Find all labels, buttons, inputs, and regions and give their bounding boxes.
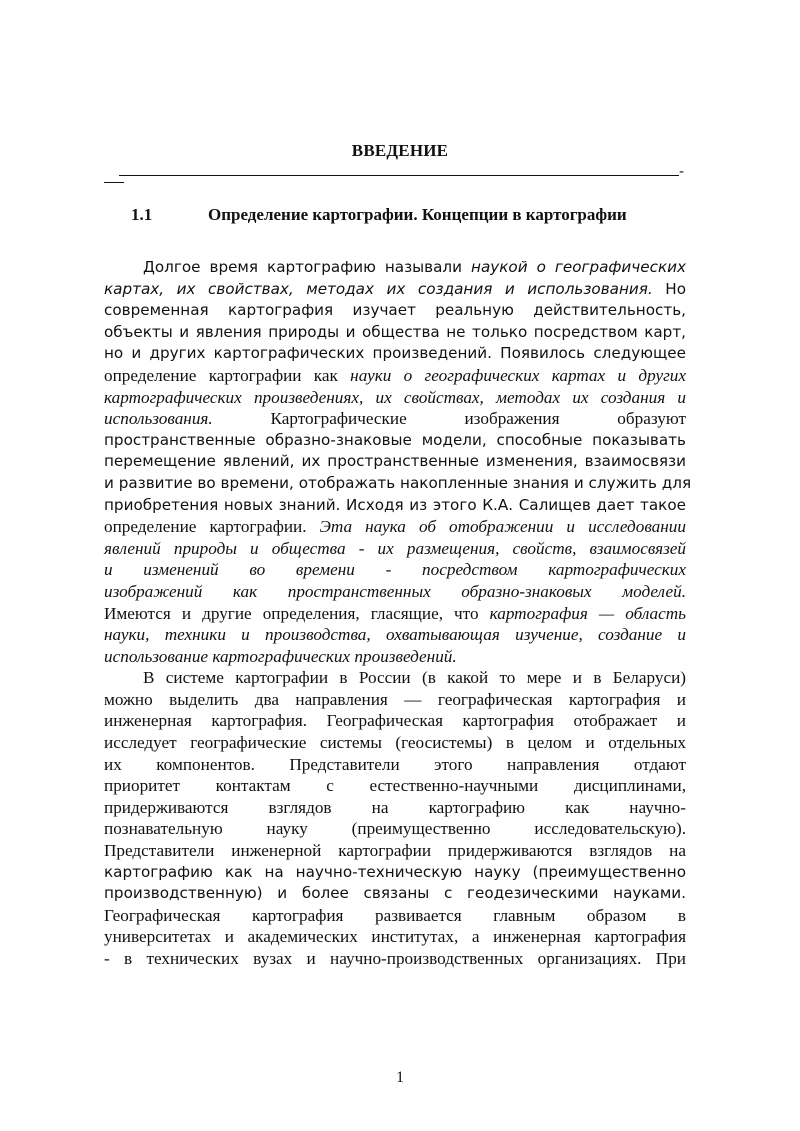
rule-end-dash: - [679, 164, 685, 180]
italic-text-segment: науки о географических картах и других [350, 365, 686, 385]
text-segment: Картографические изображения образуют [212, 409, 686, 429]
italic-text-segment: науки, техники и производства, охватывающая изучение, создание и [104, 625, 686, 645]
text-line [104, 926, 686, 948]
text-segment: можно выделить два направления — географическая картография и [104, 689, 686, 709]
italic-text-segment: и изменений во времени - посредством картографических [104, 560, 686, 580]
text-line [104, 387, 686, 409]
text-segment: Долгое время картографию называли [143, 258, 472, 276]
text-line [104, 581, 686, 603]
text-segment: университетах и академических институтах, а инженерная картография [104, 927, 686, 947]
italic-text-segment: изображений как пространственных образно-знаковых моделей. [104, 581, 686, 601]
text-segment: приобретения новых знаний. Исходя из этого К.А. Салищев дает такое [104, 495, 686, 514]
text-line [104, 300, 686, 322]
rule-start-stub [104, 182, 124, 183]
body-text [104, 257, 692, 970]
italic-text-segment: картах, их свойствах, методах их создания и использования. [104, 279, 653, 298]
text-segment: познавательную науку (преимущественно исследовательскую). [104, 819, 686, 839]
text-line [104, 862, 686, 884]
italic-text-segment: использование картографических произведений. [104, 646, 457, 666]
text-line [104, 883, 686, 905]
text-segment: но и других картографических произведений. Появилось следующее [104, 344, 686, 363]
text-segment: инженерная картография. Географическая картография отображает и [104, 711, 686, 731]
text-line [104, 775, 686, 797]
italic-text-segment: картография — область [489, 603, 686, 623]
text-line [104, 818, 686, 840]
text-segment: современная картография изучает реальную действительность, [104, 301, 686, 320]
italic-text-segment: использования. [104, 409, 213, 429]
page-number: 1 [396, 1069, 404, 1086]
page-title: ВВЕДЕНИЕ [351, 141, 449, 160]
text-line [104, 905, 686, 927]
text-line [104, 710, 686, 732]
text-line [104, 797, 686, 819]
text-line [104, 948, 686, 970]
text-line [104, 516, 686, 538]
text-segment: картографию как на научно-техническую науку (преимущественно [104, 862, 686, 881]
text-line [104, 279, 686, 301]
text-segment: перемещение явлений, их пространственные изменения, взаимосвязи [104, 452, 686, 471]
text-line [104, 754, 686, 776]
text-line [104, 732, 686, 754]
text-segment: Имеются и другие определения, гласящие, что [104, 603, 490, 623]
text-line [104, 451, 686, 473]
text-line [104, 495, 686, 517]
text-segment: - в технических вузах и научно-производственных организациях. При [104, 949, 686, 968]
text-line [104, 430, 686, 452]
text-segment: производственную) и более связаны с геодезическими науками. [104, 884, 686, 903]
text-line [104, 840, 686, 862]
text-segment: объекты и явления природы и общества не только посредством карт, [104, 322, 686, 341]
text-segment: определение картографии. [104, 517, 320, 537]
text-segment: В системе картографии в России (в какой то мере и в Беларуси) [143, 668, 686, 688]
text-line [104, 559, 686, 581]
text-line [104, 624, 686, 646]
text-line [104, 689, 686, 711]
text-segment: исследует географические системы (геосистемы) в целом и отдельных [104, 733, 686, 753]
text-segment: придерживаются взглядов на картографию как научно- [104, 797, 686, 817]
italic-text-segment: наукой о географических [471, 258, 686, 276]
text-line [104, 408, 686, 430]
text-line [104, 365, 686, 387]
section-number: 1.1 [131, 205, 153, 224]
text-segment: приоритет контактам с естественно-научными дисциплинами, [104, 776, 686, 796]
text-line [104, 603, 686, 625]
title-underline-rule [119, 175, 679, 176]
text-segment: определение картографии как [104, 365, 351, 385]
text-line [104, 343, 686, 365]
text-segment: их компонентов. Представители этого направления отдают [104, 754, 686, 774]
italic-text-segment: Эта наука об отображении и исследовании [319, 517, 686, 537]
italic-text-segment: картографических произведениях, их свойствах, методах их создания и [104, 387, 686, 407]
text-line [104, 322, 686, 344]
text-line [104, 538, 686, 560]
text-line [104, 667, 686, 689]
section-title: Определение картографии. Концепции в картографии [208, 205, 627, 224]
text-segment: Но [652, 279, 686, 298]
italic-text-segment: явлений природы и общества - их размещения, свойств, взаимосвязей [104, 538, 686, 558]
text-line [104, 473, 692, 495]
text-line [104, 646, 686, 668]
text-segment: пространственные образно-знаковые модели, способные показывать [104, 430, 686, 449]
text-segment: Представители инженерной картографии придерживаются взглядов на [104, 841, 686, 861]
text-segment: и развитие во времени, отображать накопленные знания и служить для [104, 473, 692, 492]
text-segment: Географическая картография развивается главным образом в [104, 905, 686, 925]
text-line [104, 257, 686, 279]
